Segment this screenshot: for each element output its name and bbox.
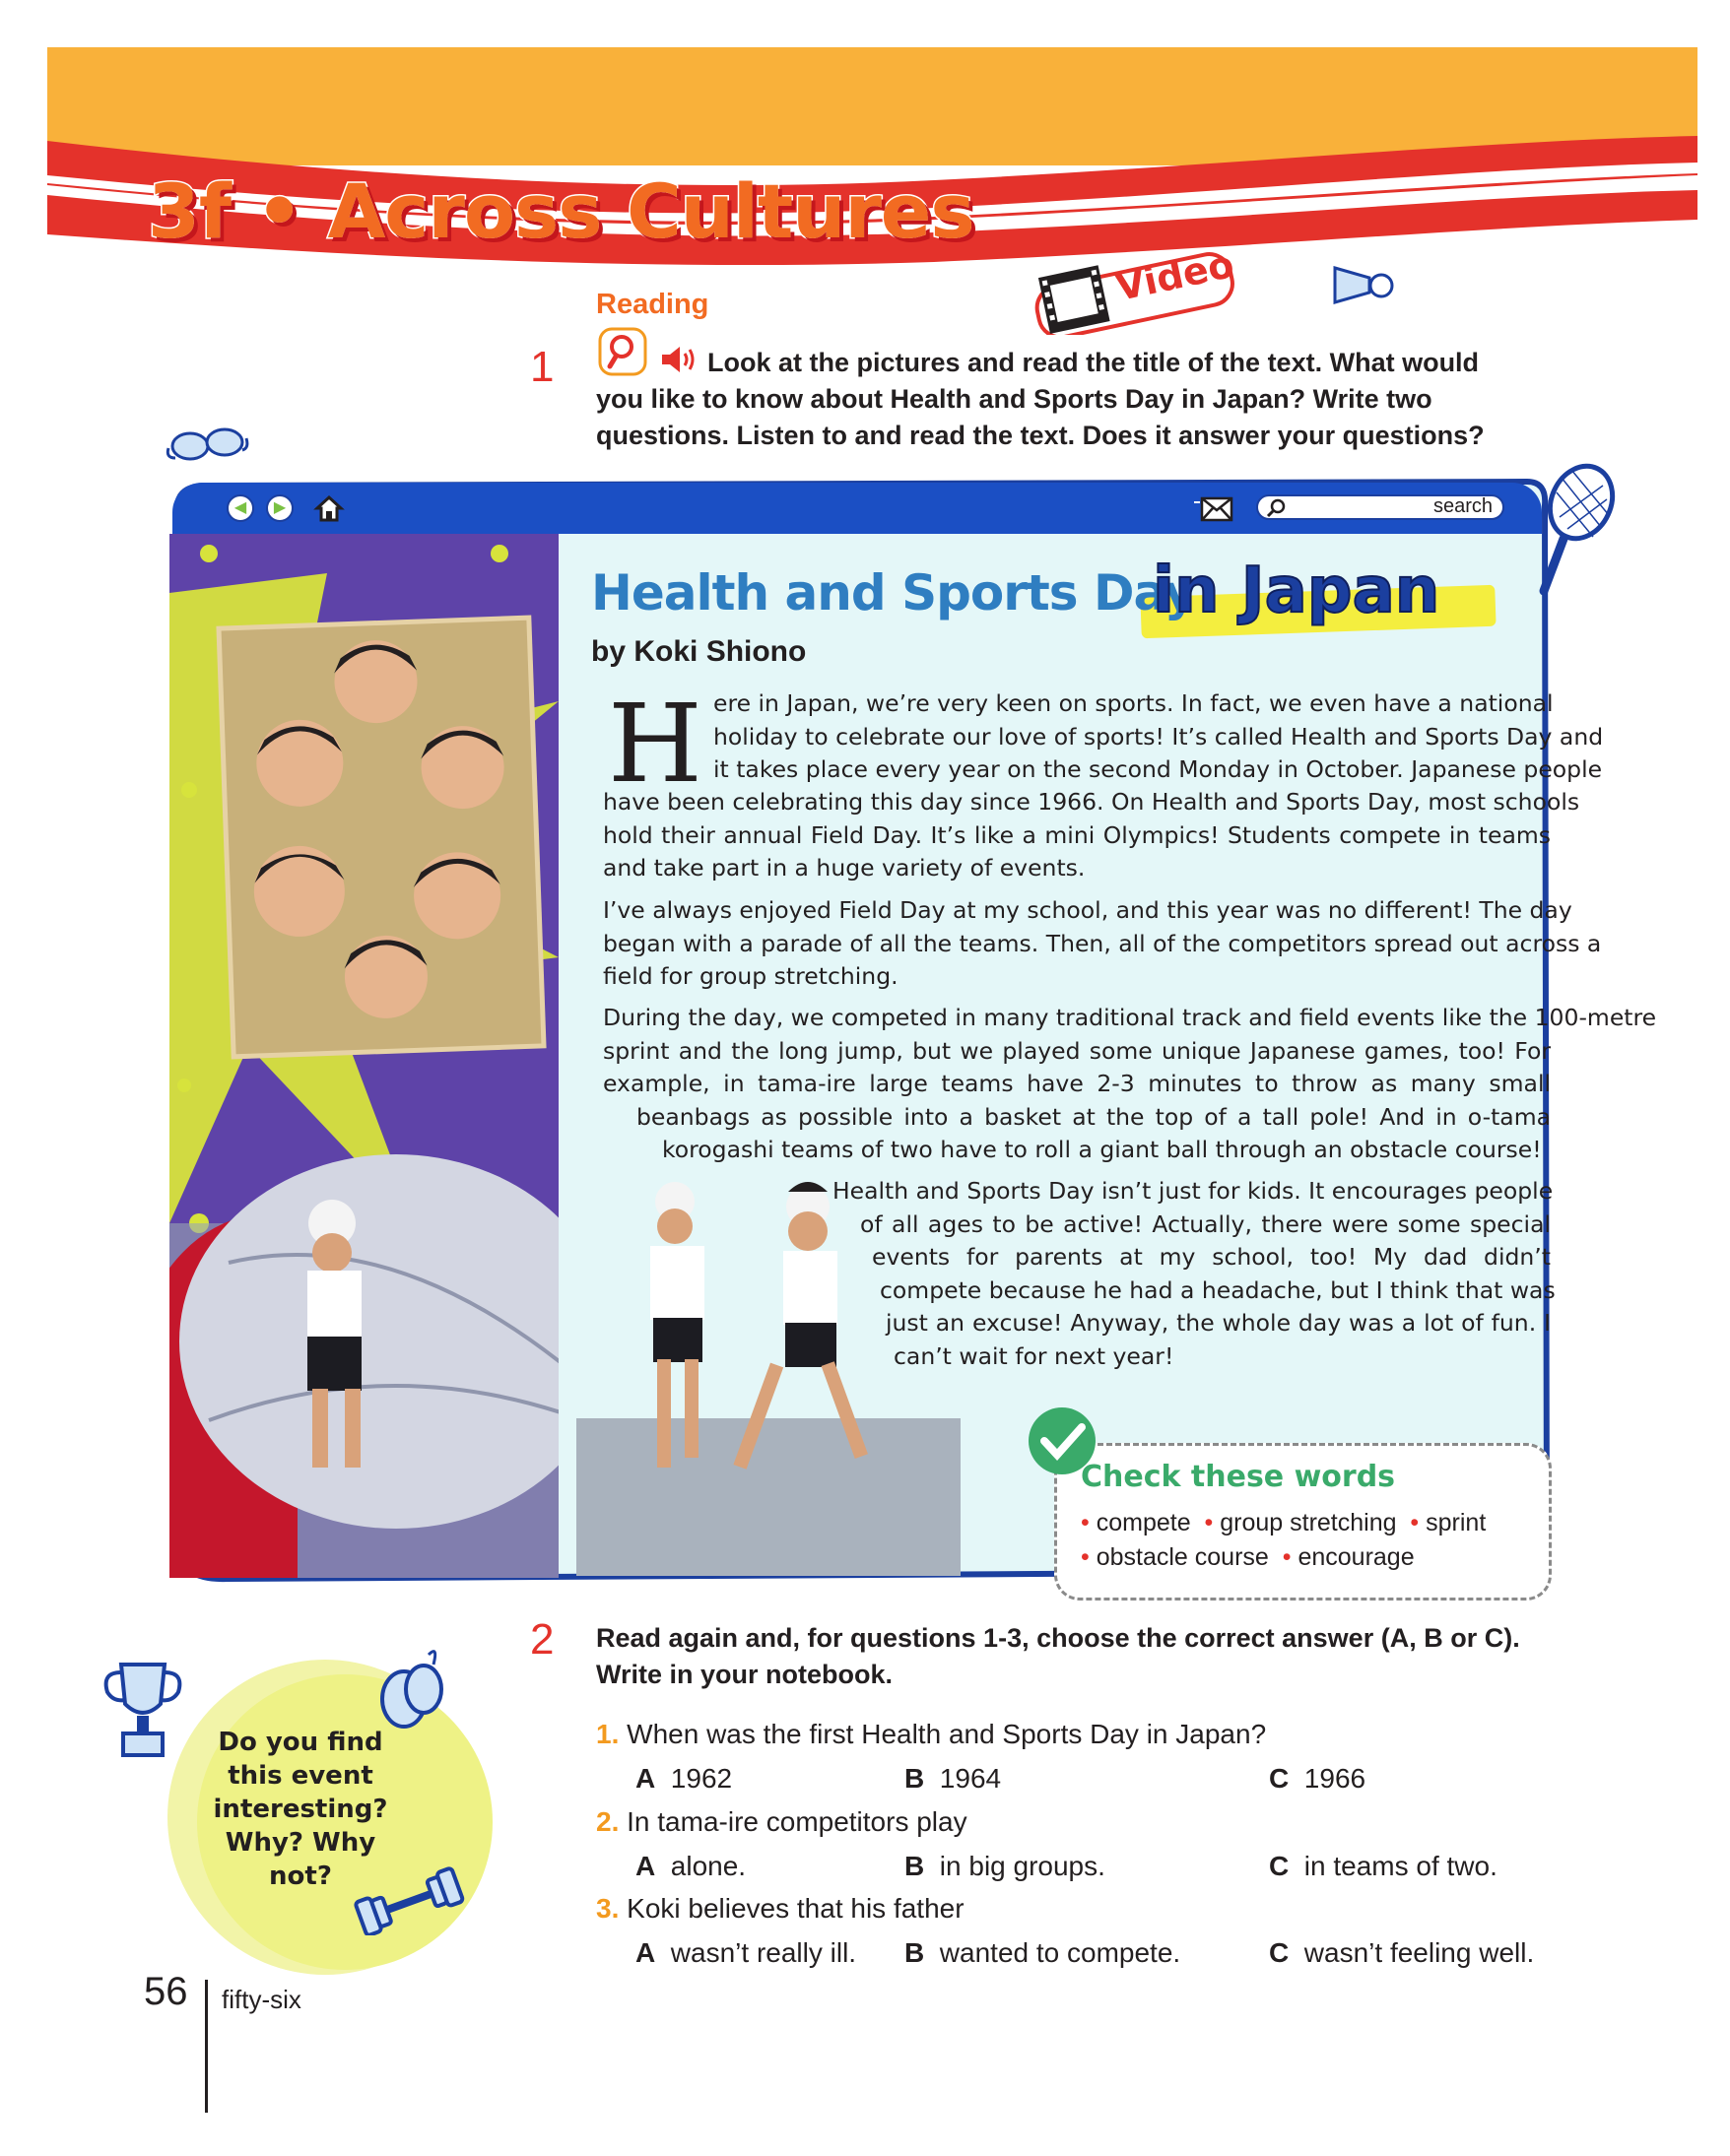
home-icon[interactable] (313, 492, 345, 524)
goggles-icon (166, 419, 249, 468)
word-obstacle-course: obstacle course (1096, 1543, 1269, 1571)
discussion-line: Why? Why (225, 1828, 376, 1858)
photo-panel (169, 534, 559, 1578)
exercise-2-line-2: Write in your notebook. (596, 1660, 894, 1689)
unit-title: 3f • Across Cultures (148, 167, 974, 255)
option-letter: C (1269, 1937, 1290, 1968)
question-text: When was the first Health and Sports Day in Japan? (627, 1719, 1267, 1749)
exercise-1-line-1: Look at the pictures and read the title of the text. What would (707, 348, 1480, 377)
option-3c[interactable] (1269, 1937, 1534, 1969)
check-words-title: Check these words (1081, 1460, 1396, 1494)
paragraph-line: began with a parade of all the teams. Then, all of the competitors spread out across a (603, 929, 1602, 957)
word-encourage: encourage (1298, 1543, 1415, 1571)
discussion-line: this event (228, 1761, 373, 1791)
question-3 (596, 1893, 965, 1925)
option-text: in big groups. (939, 1851, 1105, 1881)
option-text: 1964 (939, 1763, 1002, 1794)
check-words-row-1: • compete • group stretching • sprint (1081, 1509, 1487, 1536)
question-text: Koki believes that his father (627, 1893, 965, 1924)
paragraph-line: example, in tama-ire large teams have 2-3 minutes to throw as many small (603, 1070, 1551, 1097)
question-text: In tama-ire competitors play (627, 1806, 967, 1837)
paragraph-line: it takes place every year on the second Monday in October. Japanese people (713, 755, 1603, 783)
option-2a[interactable] (635, 1851, 746, 1882)
tennis-racket-icon (1532, 458, 1621, 606)
check-words-row-2: • obstacle course • encourage (1081, 1543, 1415, 1571)
video-label: Video (1111, 241, 1238, 310)
back-arrow-icon[interactable]: ◀ (227, 494, 254, 522)
paragraph-line: holiday to celebrate our love of sports! It’s called Health and Sports Day and (713, 722, 1604, 751)
mail-icon[interactable] (1194, 494, 1233, 524)
paragraph-line: have been celebrating this day since 1966. On Health and Sports Day, most schools (603, 788, 1580, 816)
discussion-line: not? (269, 1862, 332, 1891)
option-3a[interactable] (635, 1937, 856, 1969)
question-1 (596, 1719, 1266, 1750)
paragraph-line: sprint and the long jump, but we played some unique Japanese games, too! For (603, 1036, 1551, 1065)
paragraph-line: korogashi teams of two have to roll a giant ball through an obstacle course! (662, 1136, 1542, 1163)
search-label: search (1433, 495, 1494, 517)
exercise-1-number: 1 (530, 343, 555, 391)
question-number: 3. (596, 1893, 620, 1924)
paragraph-line: Health and Sports Day isn’t just for kids. It encourages people (832, 1177, 1554, 1205)
reading-section-label: Reading (596, 289, 709, 320)
paragraph-line: During the day, we competed in many traditional track and field events like the 100-metre (603, 1004, 1657, 1031)
option-letter: C (1269, 1851, 1290, 1881)
option-2c[interactable] (1269, 1851, 1497, 1882)
option-letter: C (1269, 1763, 1290, 1794)
exercise-2-line-1: Read again and, for questions 1-3, choose the correct answer (A, B or C). (596, 1623, 1520, 1653)
word-sprint: sprint (1426, 1509, 1487, 1536)
paragraph-line: beanbags as possible into a basket at the top of a tall pole! And in o-tama (636, 1102, 1551, 1131)
option-text: in teams of two. (1303, 1851, 1497, 1881)
article-title: Health and Sports Day (591, 564, 1196, 621)
paragraph-line: can’t wait for next year! (894, 1341, 1174, 1370)
option-letter: A (635, 1851, 656, 1881)
option-1b[interactable] (904, 1763, 1001, 1795)
paragraph-line: hold their annual Field Day. It’s like a mini Olympics! Students compete in teams (603, 820, 1551, 849)
option-text: wasn’t really ill. (670, 1937, 857, 1968)
trophy-icon (94, 1655, 192, 1763)
exercise-1-line-3: questions. Listen to and read the text. Does it answer your questions? (596, 421, 1485, 450)
audio-icon[interactable] (660, 344, 699, 375)
shuttlecock-icon (1330, 258, 1399, 307)
paragraph-3 (603, 1002, 1657, 1167)
footer-divider (205, 1980, 208, 2113)
paragraph-line: just an excuse! Anyway, the whole day was a lot of fun. I (886, 1309, 1551, 1337)
word-compete: compete (1096, 1509, 1191, 1536)
option-text: wanted to compete. (939, 1937, 1181, 1968)
option-letter: A (635, 1937, 656, 1968)
exercise-1-line-2: you like to know about Health and Sports Day in Japan? Write two (596, 384, 1432, 414)
paragraph-line: and take part in a huge variety of events. (603, 854, 1086, 882)
paragraph-line: compete because he had a headache, but I think that was (880, 1275, 1556, 1304)
option-letter: B (904, 1851, 925, 1881)
paragraph-line: ere in Japan, we’re very keen on sports. In fact, we even have a national (713, 689, 1554, 717)
discussion-line: Do you find (218, 1728, 383, 1757)
option-1c[interactable] (1269, 1763, 1365, 1795)
option-letter: A (635, 1763, 656, 1794)
exercise-2-number: 2 (530, 1615, 555, 1664)
paragraph-line: I’ve always enjoyed Field Day at my school, and this year was no different! The day (603, 896, 1572, 924)
page-number: 56 (144, 1970, 188, 2013)
drop-cap: H (608, 681, 702, 807)
question-2 (596, 1806, 967, 1838)
article-title-accent: in Japan (1153, 555, 1440, 627)
paragraph-4 (832, 1175, 1556, 1373)
paragraph-1-bottom (603, 786, 1580, 885)
option-text: 1966 (1303, 1763, 1366, 1794)
option-text: alone. (670, 1851, 747, 1881)
paragraph-line: events for parents at my school, too! My dad didn’t (872, 1243, 1551, 1271)
option-1a[interactable] (635, 1763, 732, 1795)
paragraph-line: of all ages to be active! Actually, there were some special (860, 1209, 1551, 1238)
option-text: wasn’t feeling well. (1303, 1937, 1535, 1968)
question-number: 2. (596, 1806, 620, 1837)
option-letter: B (904, 1763, 925, 1794)
discussion-question (202, 1726, 399, 1893)
option-3b[interactable] (904, 1937, 1180, 1969)
magnifier-icon[interactable] (598, 327, 647, 376)
option-letter: B (904, 1937, 925, 1968)
unit-number: 3f (148, 167, 231, 255)
question-number: 1. (596, 1719, 620, 1749)
page-number-words: fifty-six (222, 1985, 301, 2014)
paragraph-2 (603, 894, 1602, 994)
article-byline: by Koki Shiono (591, 635, 807, 668)
discussion-line: interesting? (213, 1795, 388, 1824)
paragraph-line: field for group stretching. (603, 962, 898, 990)
paragraph-1-top (713, 687, 1604, 787)
option-text: 1962 (670, 1763, 733, 1794)
unit-name: Across Cultures (327, 167, 974, 255)
search-icon[interactable] (1266, 498, 1288, 518)
option-2b[interactable] (904, 1851, 1105, 1882)
word-group-stretching: group stretching (1220, 1509, 1397, 1536)
forward-arrow-icon[interactable]: ▶ (266, 494, 294, 522)
